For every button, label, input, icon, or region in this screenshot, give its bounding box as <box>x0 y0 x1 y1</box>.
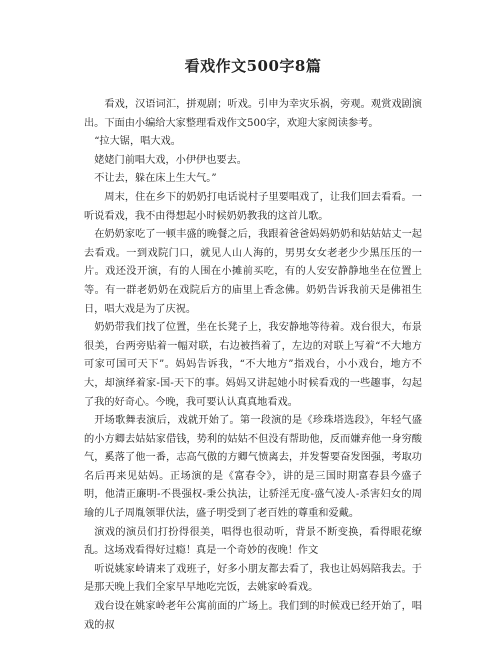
paragraph-square: 戏台设在姚家岭老年公寓前面的广场上。我们到的时候戏已经开始了，唱戏的叔 <box>84 601 422 631</box>
document-title: 看戏作文500字8篇 <box>184 57 322 75</box>
document-body <box>84 96 422 635</box>
paragraph-intro: 看戏，汉语词汇，拼观剧；听戏。引申为幸灾乐祸，旁观。观赏戏剧演出。下面由小编给大家整理看戏作文500字，欢迎大家阅读参考。 <box>84 99 422 129</box>
paragraph-stage: 奶奶带我们找了位置，坐在长凳子上，我安静地等待着。戏台很大，布景很美，台两旁贴着一幅对联，右边被挡着了，左边的对联上写着“不大地方可家可国可天下”。妈妈告诉我，“不大地方”指戏台，小小戏台，地方不大，却演绎着家-国-天下的事。妈妈又讲起她小时候看戏的一些趣事，勾起了我的好奇心。今晚，我可要认认真真地看戏。 <box>84 322 422 408</box>
paragraph-rhyme-1: “拉大锯，唱大戏。 <box>94 136 181 148</box>
paragraph-weekend: 周末，住在乡下的奶奶打电话说村子里要唱戏了，让我们回去看看。一听说看戏，我不由得想起小时候奶奶教我的这首儿歌。 <box>84 191 422 222</box>
paragraph-actors: 演戏的演员们打扮得很美，唱得也很动听，背景不断变换，看得眼花缭乱。这场戏看得好过瘾！真是一个奇妙的夜晚！作文 <box>84 526 422 557</box>
paragraph-yaojialing: 听说姚家岭请来了戏班子，好多小朋友都去看了，我也让妈妈陪我去。于是那天晚上我们全家早早地吃完饭，去姚家岭看戏。 <box>84 563 422 594</box>
paragraph-performance: 开场歌舞表演后，戏就开始了。第一段演的是《珍珠塔选段》，年轻气盛的小方卿去姑姑家借钱，势利的姑姑不但没有帮助他，反而嫌弃他一身穷酸气，奚落了他一番，志高气傲的方卿气愤离去，并发誓要奋发图强，考取功名后再来见姑妈。正场演的是《富春令》，讲的是三国时期富春县今盛子明，他清正廉明-不畏强权-秉公执法，让骄淫无度-盛气凌人-杀害妇女的周瑜的儿子周胤领罪伏法，盛子明受到了老百姓的尊重和爱戴。 <box>84 415 422 520</box>
paragraph-rhyme-3: 不让去，躲在床上生大气。” <box>94 173 217 185</box>
paragraph-rhyme-2: 姥姥门前唱大戏，小伊伊也要去。 <box>94 154 247 166</box>
paragraph-dinner: 在奶奶家吃了一顿丰盛的晚餐之后，我跟着爸爸妈妈奶奶和姑姑姑丈一起去看戏。一到戏院门口，就见人山人海的，男男女女老老少少黑压压的一片。戏还没开演，有的人围在小摊前买吃，有的人安安静静地坐在位置上等。有一群老奶奶在戏院后方的庙里上香念佛。奶奶告诉我前天是佛祖生日，唱大戏是为了庆祝。 <box>84 229 422 315</box>
